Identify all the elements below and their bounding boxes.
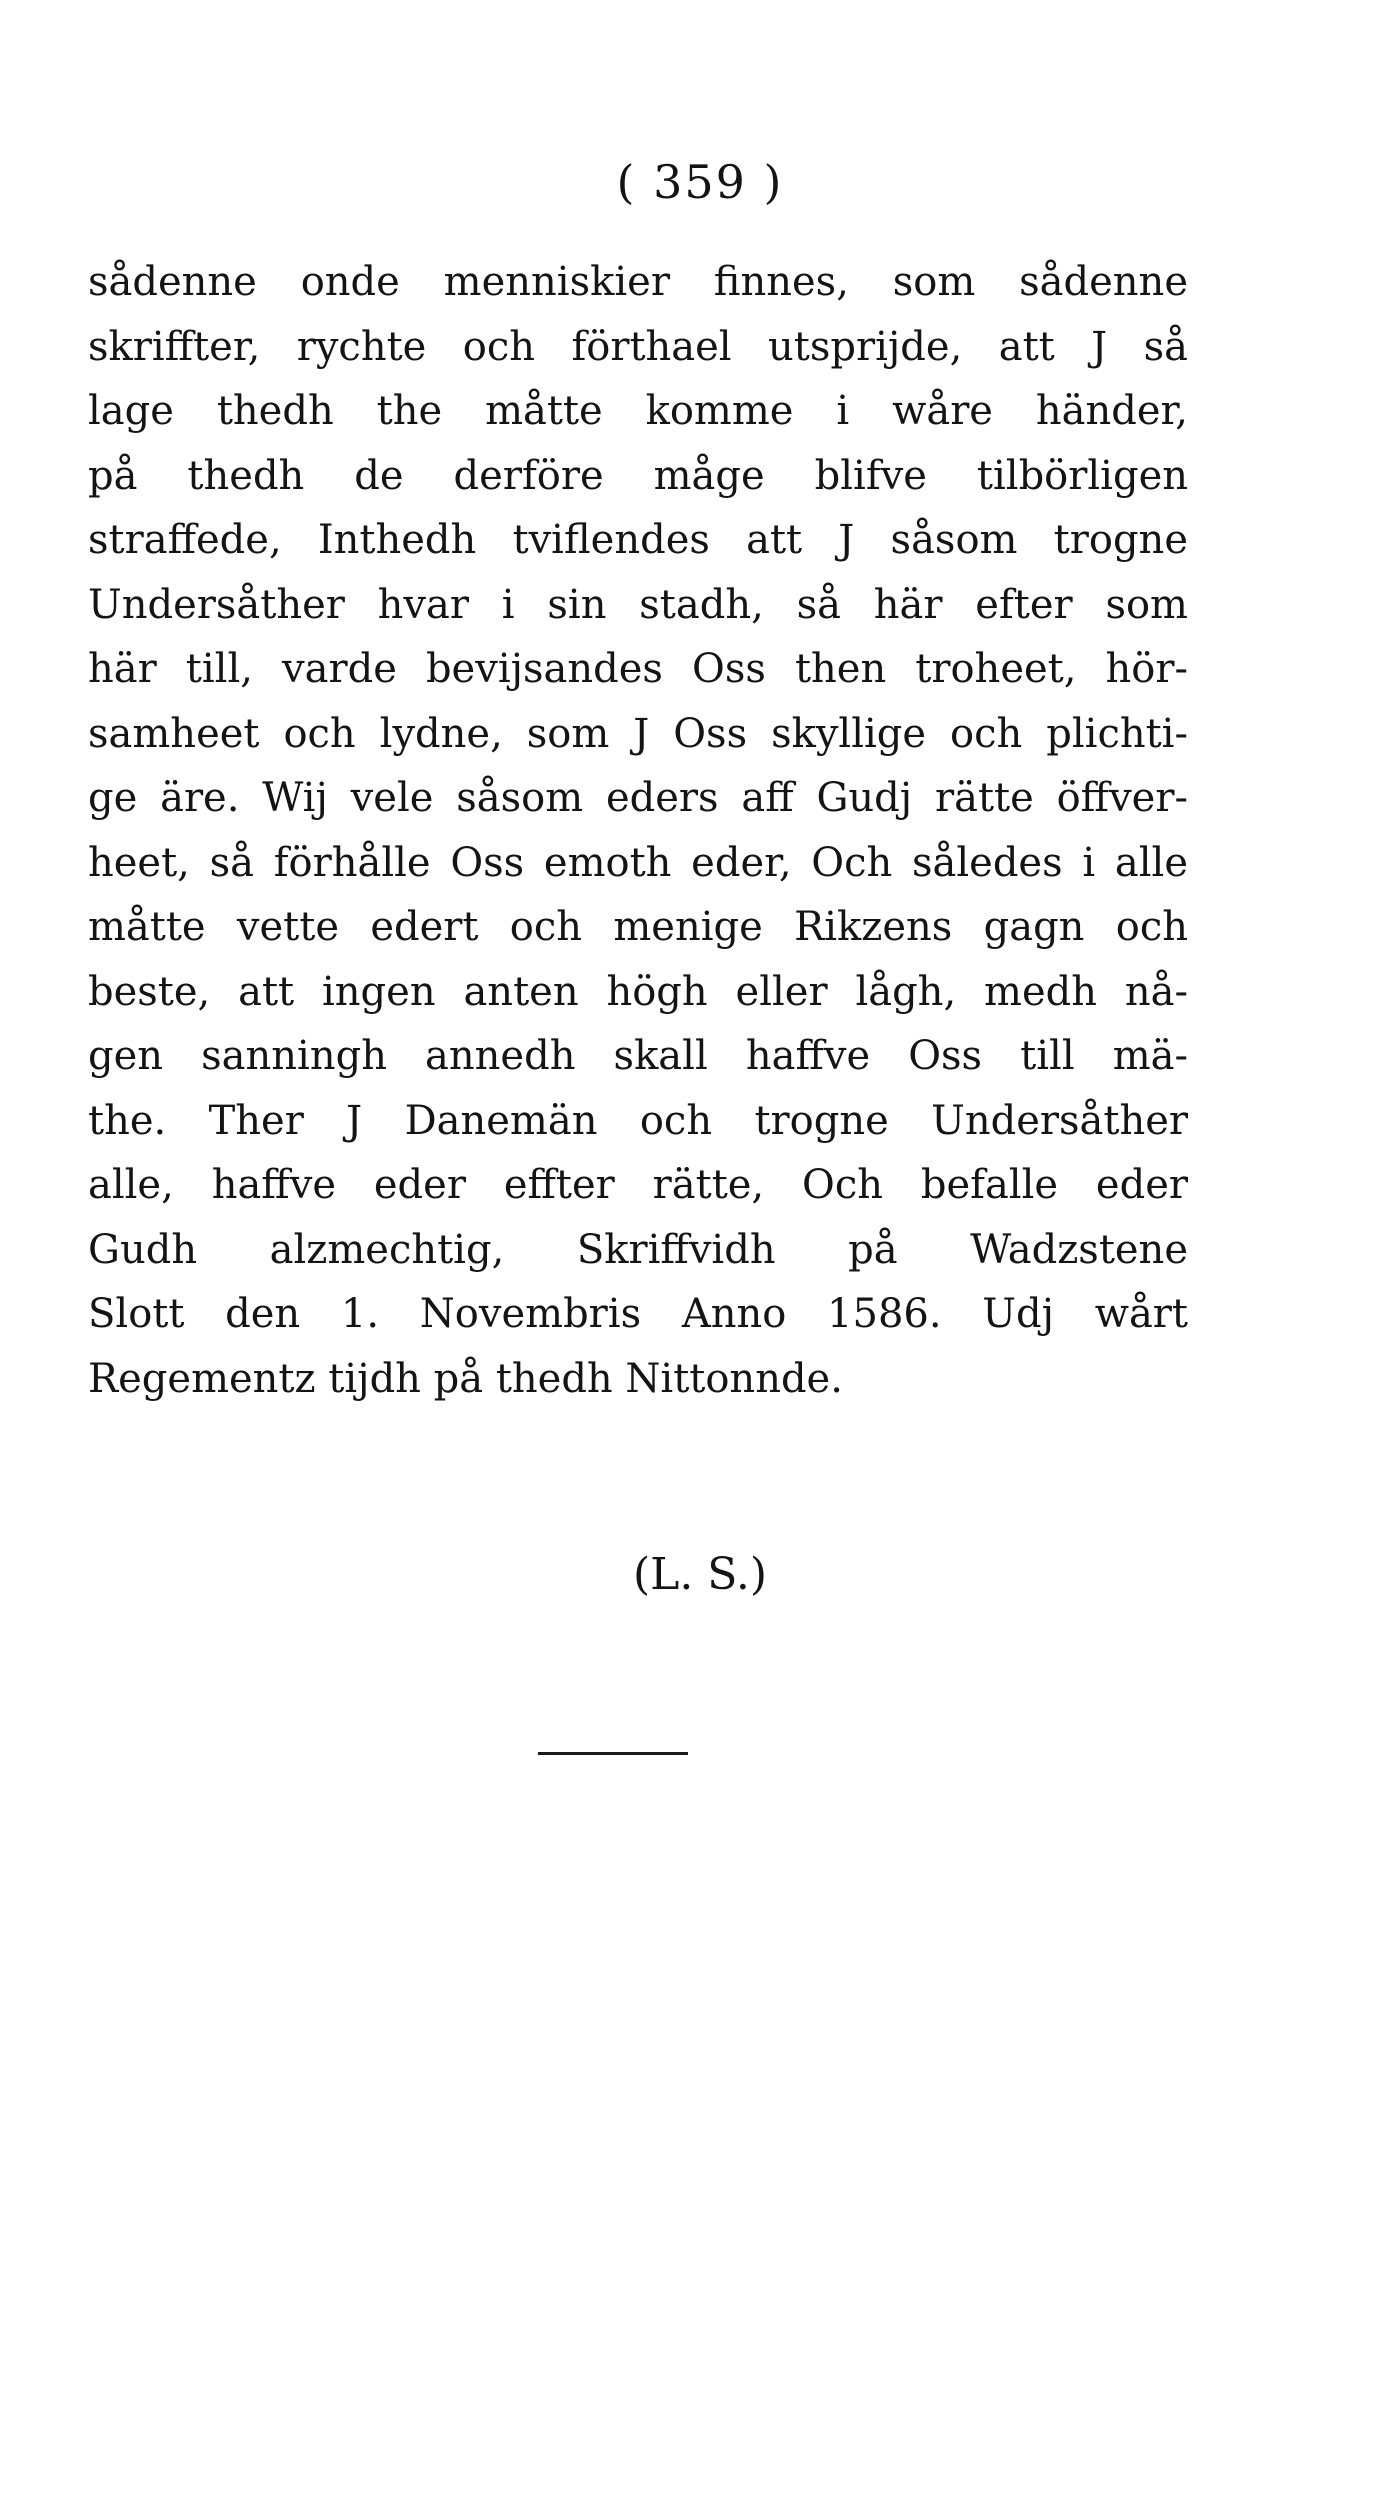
seal-mark: (L. S.) xyxy=(632,1549,768,1600)
text-line: heet, så förhålle Oss emoth eder, Och således i alle xyxy=(88,839,1188,886)
text-line: lage thedh the måtte komme i wåre händer, xyxy=(88,388,1188,434)
text-line: sådenne onde menniskier finnes, som sådenne xyxy=(88,259,1188,305)
text-line: här till, varde bevijsandes Oss then troheet, hör- xyxy=(88,646,1188,692)
page-number: ( 359 ) xyxy=(616,155,784,209)
text-line: Undersåther hvar i sin stadh, så här efter som xyxy=(88,581,1188,628)
text-line: alle, haffve eder effter rätte, Och befalle eder xyxy=(88,1162,1188,1208)
text-line: Gudh alzmechtig, Skriffvidh på Wadzstene xyxy=(88,1226,1188,1273)
text-line: beste, att ingen anten högh eller lågh, medh nå- xyxy=(88,968,1188,1015)
text-line: Slott den 1. Novembris Anno 1586. Udj wårt xyxy=(88,1291,1188,1337)
text-line: måtte vette edert och menige Rikzens gagn och xyxy=(88,904,1188,950)
text-line: Regementz tijdh på thedh Nittonnde. xyxy=(88,1355,843,1402)
text-line: på thedh de derföre måge blifve tilbörligen xyxy=(88,452,1188,499)
text-line: gen sanningh annedh skall haffve Oss till mä- xyxy=(88,1033,1188,1079)
text-line: ge äre. Wij vele såsom eders aff Gudj rätte öffver- xyxy=(88,775,1188,821)
text-line: skriffter, rychte och förthael utsprijde, att J så xyxy=(88,323,1188,370)
text-line: the. Ther J Danemän och trogne Undersåther xyxy=(88,1097,1188,1144)
text-line: samheet och lydne, som J Oss skyllige och plichti- xyxy=(88,710,1188,757)
body-text xyxy=(88,250,1188,1411)
divider-rule xyxy=(538,1752,688,1755)
text-line: straffede, Inthedh tviflendes att J såsom trogne xyxy=(88,517,1188,563)
